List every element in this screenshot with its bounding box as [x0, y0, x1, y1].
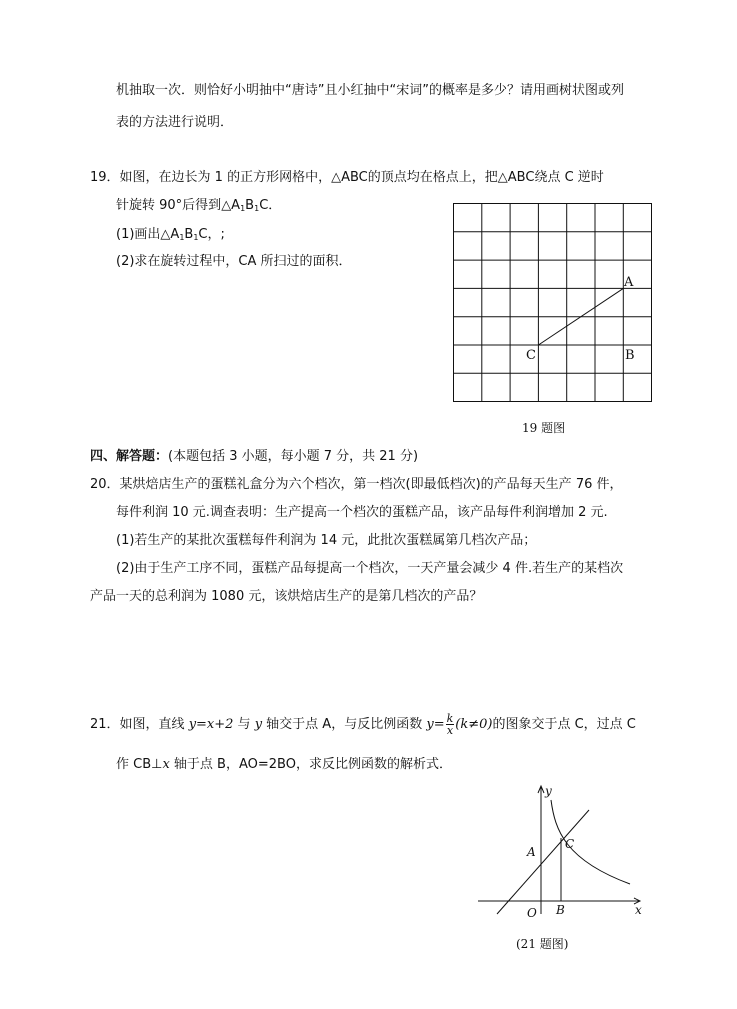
q19-part1-sub1: 1 [179, 233, 185, 242]
q21-line1 [90, 713, 636, 736]
q21-line2 [116, 757, 452, 773]
q21-frac-den: x [446, 724, 454, 737]
q19-part2: (2)求在旋转过程中，CA 所扫过的面积． [116, 254, 352, 269]
q19-triangle-2: △ABC [497, 170, 535, 185]
q21-number: 21． [90, 717, 120, 732]
q21-label-x: x [635, 903, 642, 917]
q21-label-a: A [527, 845, 536, 859]
q21-fraction [446, 713, 455, 736]
q19-rotated-triangle: △A [221, 198, 241, 213]
q19-part1-a: (1)画出 [116, 227, 161, 242]
q19-b-letter: B [245, 198, 255, 213]
q19-number: 19． [90, 170, 120, 185]
q21-line [497, 810, 589, 914]
q19-line2-b: C． [259, 198, 282, 213]
q19-stem-c: 绕点 C 逆时 [534, 170, 604, 185]
q20-line1: 20．某烘焙店生产的蛋糕礼盒分为六个档次，第一档次(即最低档次)的产品每天生产 76 件， [90, 477, 623, 492]
q18-line2: 表的方法进行说明． [116, 115, 234, 130]
q19-grid [454, 204, 652, 402]
q20-part2-line1: (2)由于生产工序不同，蛋糕产品每提高一个档次，一天产量会减少 4 件.若生产的某档次 [116, 561, 624, 576]
q21-figure [478, 786, 640, 914]
q19-part1-c: C，; [198, 227, 225, 242]
q19-sub1: 1 [240, 204, 246, 213]
q21-text-b: 与 [233, 717, 255, 732]
q19-line2-a: 针旋转 90°后得到 [116, 198, 222, 213]
q21-var-y: y [254, 717, 263, 732]
q21-hyperbola [551, 800, 630, 884]
section4-note: (本题包括 3 小题，每小题 7 分，共 21 分) [168, 449, 419, 464]
q21-eq2-cond: (k≠0) [455, 717, 493, 732]
q19-label-b: B [625, 348, 635, 363]
q21-eq2-lhs: y= [426, 717, 445, 732]
q19-caption: 19 题图 [522, 421, 566, 435]
q19-part1-sub2: 1 [193, 233, 199, 242]
q21-equation-line: y=x+2 [188, 717, 234, 732]
q21-label-c: C [565, 837, 575, 851]
q21-var-x: x [162, 757, 170, 772]
q21-text-d: 的图象交于点 C，过点 C [492, 717, 636, 732]
q18-line1: 机抽取一次．则恰好小明抽中“唐诗”且小红抽中“宋词”的概率是多少？请用画树状图或列 [116, 83, 624, 98]
q21-text-c: 轴交于点 A，与反比例函数 [262, 717, 427, 732]
q19-stem-b: 的顶点均在格点上，把 [367, 170, 498, 185]
q19-label-a: A [624, 275, 634, 290]
q21-label-o: O [527, 906, 537, 920]
q19-stem-a: 如图，在边长为 1 的正方形网格中， [119, 170, 332, 185]
section4-title: 四、解答题： [90, 449, 169, 464]
q21-label-b: B [556, 903, 565, 917]
section4-heading [90, 449, 418, 465]
q20-line2: 每件利润 10 元.调查表明：生产提高一个档次的蛋糕产品，该产品每件利润增加 2 元. [116, 505, 608, 520]
q19-triangle-1: △ABC [331, 170, 368, 185]
q21-label-y: y [545, 784, 552, 798]
q21-line2-b: 轴于点 B，AO=2BO，求反比例函数的解析式． [169, 757, 452, 772]
q21-frac-num: k [446, 712, 454, 725]
q21-caption: (21 题图) [516, 937, 569, 951]
q19-label-c: C [526, 348, 536, 363]
q19-part1-b: B [184, 227, 194, 242]
q19-part1-triangle: △A [160, 227, 180, 242]
q19-sub2: 1 [254, 204, 260, 213]
q21-text-a: 如图，直线 [119, 717, 189, 732]
q21-line2-a: 作 CB⊥ [116, 757, 163, 772]
q20-part2-line2: 产品一天的总利润为 1080 元，该烘焙店生产的是第几档次的产品？ [90, 589, 483, 604]
q20-part1: (1)若生产的某批次蛋糕每件利润为 14 元，此批次蛋糕属第几档次产品； [116, 533, 537, 548]
